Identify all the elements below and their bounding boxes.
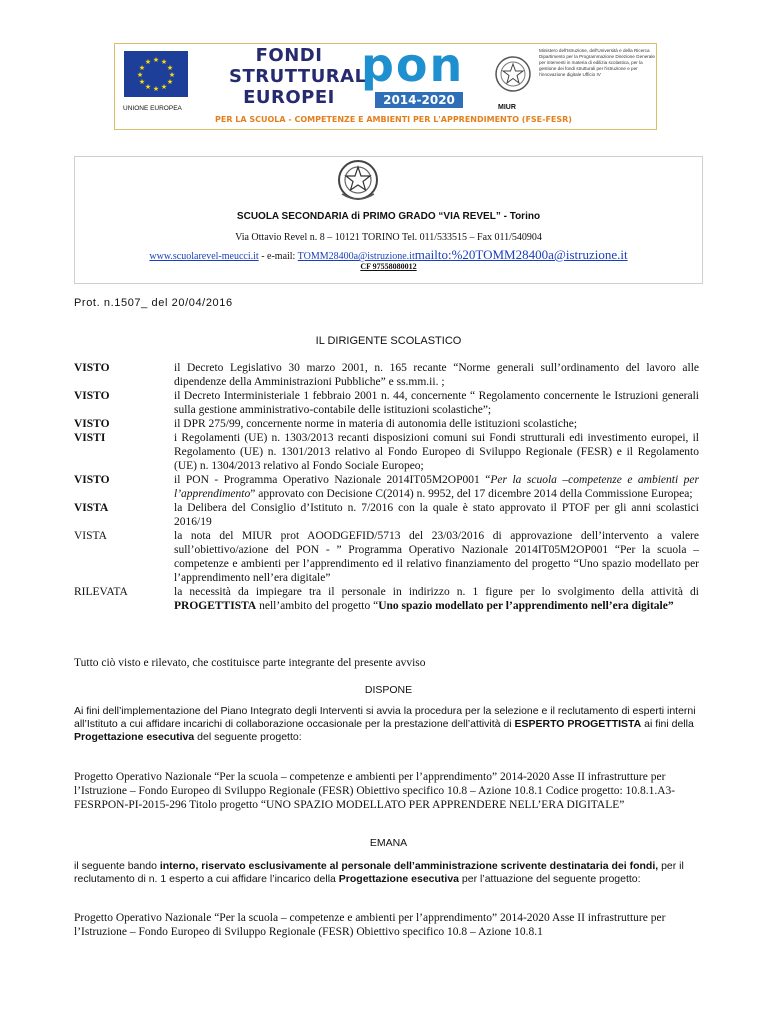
clauses-list [74,361,699,613]
eu-flag-icon [124,51,188,97]
dispone-paragraph [74,705,699,744]
svg-text:★: ★ [152,56,160,64]
paragraph-part: per il reclutamento di n. 1 esperto a cui affidare l’incarico della [74,860,684,885]
svg-text:★: ★ [138,64,146,72]
clause-text: la nota del MIUR prot AOODGEFID/5713 del 23/03/2016 di approvazione dell’intervento a valere sull’obiettivo/azione del PON - ” Programma Operativo Nazionale 2014IT05M2OP001 “Per la scuola – competenze e ambienti per l’apprendimento ed il relativo finanziamento del progetto “Uno spazio modellato per l’apprendimento nell’era digitale” [174,530,699,584]
italian-republic-emblem-icon [336,158,380,204]
clause-label: VISTO [74,390,110,402]
paragraph-bold: Progettazione esecutiva [74,731,195,743]
clause-text-part: la necessità da impiegare tra il personale in indirizzo n. 1 figure per lo svolgimento della attività di [174,586,699,598]
dispone-heading: DISPONE [364,684,413,696]
clause [74,585,699,613]
svg-text:★: ★ [166,64,174,72]
school-address: Via Ottavio Revel n. 8 – 10121 TORINO Tel. 011/533515 – Fax 011/540904 [235,232,542,243]
clause-text-part: ” approvato con Decisione C(2014) n. 9952, del 17 dicembre 2014 della Commissione Europea; [250,488,693,500]
svg-text:★: ★ [152,85,160,93]
miur-label: MIUR [498,104,516,111]
svg-text:★: ★ [144,58,152,66]
clause [74,417,699,431]
clause-label: VISTI [74,432,106,444]
svg-text:★: ★ [166,78,174,86]
clause-label: VISTA [74,530,107,542]
clause [74,389,699,417]
clause-text [174,585,699,613]
clause-text-italic: Per la scuola –competenze e ambienti per l’apprendimento [174,474,699,500]
paragraph-bold: interno, riservato esclusivamente al personale dell’amministrazione scrivente destinataria dei fondi, [159,860,659,872]
emana-heading: EMANA [369,837,408,849]
clause-text [174,473,699,501]
project-block: Progetto Operativo Nazionale “Per la scuola – competenze e ambienti per l’apprendimento” 2014-2020 Asse II infrastrutture per l’Istruzione – Fondo Europeo di Sviluppo Regionale (FESR) Obiettivo specifico 10.8 – Azione 10.8.1 Codice progetto: 10.8.1.A3- FESRPON-PI-2015-296 Titolo progetto “UNO SPAZIO MODELLATO PER APPRENDERE NELL’ERA DIGITALE” [74,771,676,811]
school-contacts [74,247,703,263]
clause [74,361,699,389]
school-email-link[interactable]: TOMM28400a@istruzione.it [297,251,415,262]
clause-label: VISTO [74,418,110,430]
paragraph-part: del seguente progetto: [194,731,302,743]
svg-text:★: ★ [138,78,146,86]
clause-text: i Regolamenti (UE) n. 1303/2013 recanti disposizioni comuni sui Fondi strutturali edi investimento europei, il Regolamento (UE) n. 1301/2013 relativo al Fondo Europeo di Sviluppo Regionale (FESR) e il Regolamento (UE) n. 1304/2013 relativo al Fondo Sociale Europeo; [174,432,699,472]
protocol-number: Prot. n.1507_ del 20/04/2016 [74,297,233,309]
eu-caption: UNIONE EUROPEA [123,105,182,112]
paragraph-part: Ai fini dell’implementazione del Piano Integrato degli Interventi si avvia la procedura per la selezione e il reclutamento di esperti interni all’Istituto a cui affidare incarichi di collaborazione occasionale per la prestazione dell’attività di [74,705,696,730]
clause-label: VISTO [74,474,110,486]
italian-republic-emblem-icon [493,54,533,94]
clause [74,473,699,501]
paragraph-part: per l’attuazione del seguente progetto: [459,873,641,885]
svg-text:★: ★ [144,83,152,91]
clause-text-part: il PON - Programma Operativo Nazionale 2014IT05M2OP001 “ [174,474,491,486]
school-name: SCUOLA SECONDARIA di PRIMO GRADO “VIA REVEL” - Torino [236,211,541,222]
clause-text: il Decreto Interministeriale 1 febbraio 2001 n. 44, concernente “ Regolamento concernente le Istruzioni generali sulla gestione amministrativo-contabile delle istituzioni scolastiche”; [174,390,699,416]
svg-text:★: ★ [136,71,144,79]
svg-text:★: ★ [160,58,168,66]
clause-text: il DPR 275/99, concernente norme in materia di autonomia delle istituzioni scolastiche; [174,418,578,430]
clause-text-bold: PROGETTISTA [174,600,257,612]
document-heading: IL DIRIGENTE SCOLASTICO [315,335,462,347]
paragraph-part: ai fini della [641,718,694,730]
email-separator: - e-mail: [258,251,298,262]
paragraph-bold: ESPERTO PROGETTISTA [514,718,642,730]
clause-text: il Decreto Legislativo 30 marzo 2001, n. 165 recante “Norme generali sull’ordinamento del lavoro alle dipendenze della Amministrazioni Pubbliche” e ss.mm.ii. ; [174,362,699,388]
ministry-text: Ministero dell'Istruzione, dell'Università e della Ricerca Dipartimento per la Programmazione Direzione Generale per interventi in materia di edilizia scolastica, per la gestione dei fondi strutturali per l'istruzione e per l'innovazione digitale Ufficio IV [539,48,655,77]
clause [74,501,699,529]
pon-banner [114,43,657,130]
clause-label: VISTO [74,362,110,374]
clause-text: la Delibera del Consiglio d’Istituto n. 7/2016 con la quale è stato approvato il PTOF per gli anni scolastici 2016/19 [174,502,699,528]
pon-years: 2014-2020 [375,92,463,108]
clause [74,431,699,473]
svg-text:★: ★ [160,83,168,91]
pon-logo: pon [361,43,465,92]
summary-line: Tutto ciò visto e rilevato, che costituisce parte integrante del presente avviso [74,657,426,669]
clause-label: RILEVATA [74,586,128,598]
clause-text-bold: Uno spazio modellato per l’apprendimento nell’era digitale” [378,600,674,612]
project-block-2: Progetto Operativo Nazionale “Per la scuola – competenze e ambienti per l’apprendimento” 2014-2020 Asse II infrastrutture per l’Istruzione – Fondo Europeo di Sviluppo Regionale (FESR) Obiettivo specifico 10.8 – Azione 10.8.1 [74,912,666,938]
fondi-strutturali-logo: FONDI STRUTTURALI EUROPEI [229,45,374,108]
paragraph-part: il seguente bando [74,860,160,872]
paragraph-bold: Progettazione esecutiva [338,873,460,885]
clause [74,529,699,585]
banner-strip: PER LA SCUOLA - COMPETENZE E AMBIENTI PER L'APPRENDIMENTO (FSE-FESR) [215,115,572,124]
school-website-link[interactable]: www.scuolarevel-meucci.it [149,251,259,262]
clause-text-part: nell’ambito del progetto “ [256,600,379,612]
clause-label: VISTA [74,502,109,514]
school-cf: CF 97558080012 [360,262,417,271]
school-email-mailto-link[interactable]: mailto:%20TOMM28400a@istruzione.it [414,247,628,262]
svg-text:★: ★ [168,71,176,79]
emana-paragraph [74,860,699,886]
